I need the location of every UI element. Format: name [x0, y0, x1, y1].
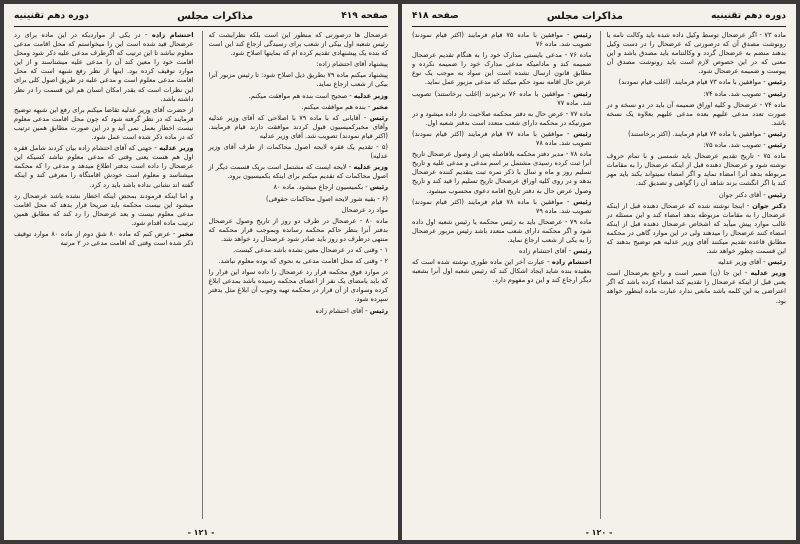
- paragraph: رئیس - آقای دکتر جوان: [718, 190, 786, 199]
- paragraph: احتشام زاده - عبارت آخر این ماده طوری نوشته شده است که بعقیده بنده شاید ایجاد اشکال کند که رئیس شعبه اول آنرا بشعبه دیگر ارجاع کند و این دو مفهوم دارد.: [412, 258, 592, 285]
- paragraph: [209, 195, 389, 204]
- paragraph-text: موافقین با ماده ۷۷ قیام فرمایند (اکثر قیام نمودند) تصویب شد. ماده ۷۸: [412, 129, 592, 148]
- paragraph-text: آقای دکتر جوان: [718, 190, 762, 199]
- paragraph: وزیر عدلیه - لایحه ایست که مشتمل است بریک قسمت دیگر از اصول محاکمات که تقدیم میکنم برای اینکه بکمیسیون برود.: [208, 163, 388, 181]
- paragraph-text: در موارد فوق محکمه قرار رد عرضحال را داده سواد این قرار را که باید بامضای یک نفر از اعضای محکمه رسیده باشد بمدعی ابلاغ کرده وسوادی از آن قرار در محکمه تهیه وجوب آن ابلاغ مثل بدفتر سپرده شود.: [208, 268, 388, 304]
- speaker-name: وزیر عدلیه: [353, 91, 388, 100]
- right-page-columns: [412, 31, 786, 519]
- left-page: [4, 4, 398, 540]
- paragraph: [209, 246, 389, 255]
- speaker-name: رئیس: [573, 129, 592, 138]
- paragraph-text: بکمیسیون ارجاع میشود. ماده ۸۰: [273, 183, 364, 192]
- paragraph: [209, 71, 389, 89]
- paragraph-text: ماده ۷۹ - عرضحال باید به رئیس محکمه یا رئیس شعبه اول داده شود و اگر محکمه دارای شعب متعدد باشد رئیس مزبور عرضحال را به یکی از شعب ارجاع نماید.: [412, 217, 592, 244]
- left-page-column-right: [202, 31, 389, 519]
- paragraph: [412, 218, 592, 245]
- paragraph-text: موافقین با ماده ۷۴ قیام فرمایند. (اکثر برخاستند): [628, 129, 762, 138]
- speaker-name: وزیر عدلیه: [750, 269, 786, 278]
- paragraph-text: ماده ۷۳ - اگر عرضحال توسط وکیل داده شده باید وکالت نامه یا رونوشت مصدق آن که درصورتی که عرضحال را در دست وکیل بدهند منضم به عرضحال گردد و وکالتنامه باید مصدق باشد و این معنی که در این خصوص لازم است باید رونوشت مصدق آن پیوست و ضمیمه عرضحال شود.: [606, 31, 786, 76]
- right-session-label: دوره دهم تقنینیه: [711, 11, 786, 21]
- paragraph: احتشام زاده - در یکی از مواردیکه در این ماده برای رد عرضحال قید شده است این را میخواستم که محل اقامت مدعی معلوم نباشد تا این ترتیب که اگرطرف مدعی علیه ذکر شود ومحل اقامت خود را معین کند آن را مدعی علیه میشناسند و از این موارد توقیف کرده بود. اینها از نظر رفع شبهه است که محل اقامت مدعی معلوم است و مدعی علیه در طریق اصول کلی برای این نظرات است که بقدر امکان انسان هم این قسمت را در نظر داشته باشد.: [14, 31, 194, 103]
- speaker-name: رئیس: [767, 89, 786, 98]
- paragraph: رئیس - بکمیسیون ارجاع میشود. ماده ۸۰: [273, 183, 388, 192]
- speaker-name: احتشام زاده: [551, 258, 592, 267]
- speaker-name: رئیس: [767, 258, 786, 267]
- paragraph-text: بنده هم موافقت میکنم.: [301, 102, 366, 111]
- speaker-name: مخبر: [372, 102, 388, 111]
- paragraph-text: موافقین با ماده ۷۸ قیام فرمایند (اکثر قیام نمودند) تصویب شد. ماده ۷۹: [412, 197, 592, 215]
- paragraph-text: آقای احتشام زاده: [519, 247, 567, 256]
- paragraph-text: موافقین با ماده ۷۳ قیام فرمایند. (اغلب قیام نمودند): [618, 78, 762, 87]
- paragraph: [412, 110, 592, 128]
- paragraph-text: تصویب شد. ماده ۷۵:: [703, 141, 762, 150]
- right-page-column-left: [412, 31, 592, 519]
- paragraph-text: عرض کنم که ماده ۸۰ شق دوم از ماده ۸۰ موارد توقیف ذکر شده است وقتی که اقامت مدعی در ۲ مرتبه: [14, 229, 194, 248]
- paragraph-text: ۲ - وقتی که محل اقامت مدعی به نحوی که بوده معلوم نباشد.: [218, 257, 388, 266]
- paragraph-text: موافقین با ماده ۷۵ قیام فرمایند (اکثر قیام نمودند) تصویب شد. ماده ۷۶: [412, 31, 592, 49]
- paragraph-text: جهتی که آقای احتشام زاده بیان کردند شامل فقره اول هم هست یعنی وقتی که مدعی معلوم نباشد کسیکه این عرضحال را داده است بدفتر اطلاع میدهد و مدعی را که محکمه میشناسد و معلوم است خودش اقامتگاه را معرفی کند و اینکه گفته اند نشانی نداده باشد باید رد کرد.: [14, 144, 194, 189]
- right-page-footer: - ۱۲۰ -: [585, 528, 613, 537]
- paragraph: [412, 51, 592, 87]
- left-page-header: [14, 8, 388, 27]
- paragraph: مخبر - عرض کنم که ماده ۸۰ شق دوم از ماده ۸۰ موارد توقیف ذکر شده است وقتی که اقامت مدعی در ۲ مرتبه: [14, 229, 194, 248]
- paragraph: [607, 152, 787, 188]
- paragraph-text: این جا (ن) ضمیر است و راجع بعرضحال است یعنی قبل از اینکه عرضحال را تقدیم کند امضاء کرده باشد که اگر اعتراضی به این کلمه باشد مانعی ندارد عبارت ماده اینطور خواهد بود.: [606, 269, 786, 305]
- paragraph-text: پیشنهاد میکنم ماده ۷۹ بطریق ذیل اصلاح شود: تا رئیس مزبور آنرا بیکی از شعب ارجاع نماید.: [208, 71, 388, 89]
- paragraph-text: عبارت آخر این ماده طوری نوشته شده است که بعقیده بنده شاید ایجاد اشکال کند که رئیس شعبه اول آنرا بشعبه دیگر ارجاع کند و این دو مفهوم دارد.: [412, 258, 592, 285]
- right-page-label: صفحه ۴۱۸: [412, 11, 459, 21]
- paragraph: وزیر عدلیه - صحیح است بنده هم موافقت میکنم.: [248, 91, 388, 100]
- right-journal-title: مذاکرات مجلس: [546, 10, 623, 22]
- paragraph-text: پیشنهاد آقای احتشام زاده:: [316, 60, 388, 69]
- left-page-footer: - ۱۲۱ -: [187, 528, 215, 537]
- paragraph: رئیس - موافقین با ماده ۷۷ قیام فرمایند (اکثر قیام نمودند) تصویب شد. ماده ۷۸: [412, 129, 592, 148]
- paragraph: رئیس - موافقین با ماده ۷۴ قیام فرمایند. (اکثر برخاستند): [628, 129, 786, 138]
- speaker-name: رئیس: [573, 197, 592, 206]
- paragraph: [412, 150, 592, 195]
- paragraph-text: آقایانی که با ماده ۷۹ با اصلاحی که آقای وزیر عدلیه وآقای مخبرکمیسیون قبول کردند موافقت دارند قیام فرمایند. (اکثر قیام نمودند) تصویب شد. آقای وزیر عدلیه: [208, 113, 388, 140]
- left-page-label: صفحه ۴۱۹: [341, 11, 388, 21]
- speaker-name: رئیس: [369, 306, 388, 315]
- paragraph-text: (۵ - تقدیم یک فقره لایحه اصول محاکمات از طرف آقای وزیر عدلیه): [208, 143, 388, 161]
- paragraph: [209, 217, 389, 244]
- paragraph-text: از حضرت آقای وزیر عدلیه تقاضا میکنم برای رفع این شبهه توضیح فرمایند که در نظر گرفته شود که چون محل اقامت مدعی معلوم نیست اخطار بعمل نمی آید و در این صورت مطابق همین ترتیب که در ماده ذکر شده است عمل شود.: [14, 105, 194, 142]
- right-page-header: [412, 8, 786, 27]
- paragraph: [209, 257, 389, 266]
- speaker-name: رئیس: [767, 78, 786, 87]
- speaker-name: رئیس: [573, 31, 592, 39]
- paragraph: [209, 60, 389, 69]
- speaker-name: وزیر عدلیه: [159, 144, 194, 153]
- paragraph-text: ۱ - وقتی که در عرضحال معین نشده باشد مدعی کیست.: [233, 245, 388, 254]
- speaker-name: رئیس: [573, 247, 592, 256]
- paragraph-text: ماده ۷۴ - عرضحال و کلیه اوراق ضمیمه آن باید در دو نسخه و در صورت تعدد مدعی علیهم بعده مدعی علیهم بعلاوه یک نسخه باشد.: [606, 100, 786, 127]
- paragraph-text: و اما اینکه فرمودند بمحض اینکه اخطار نشده باشد عرضحال رد میشود این نیست محکمه باید صریحا قرار بدهد که محل اقامت مدعی معلوم نیست و بعد عرضحال را رد کند که مطابق همین ترتیب ماده اقدام شود.: [14, 191, 194, 227]
- paragraph: [209, 31, 389, 58]
- speaker-name: رئیس: [369, 113, 388, 122]
- paragraph: [607, 31, 787, 76]
- paragraph-text: ماده ۷۶ - مدعی بایستی مدارک خود را به هنگام تقدیم عرضحال ضمیمه کند و مادامیکه مدعی مدارک خود را ضمیمه نکرده و مطابق قانون ارسال نشده است این سواد به موجب یک نوع عرض حال اقامه نمود حکم میکند که مدعی مزبور عمل نماید.: [412, 51, 592, 87]
- paragraph-text: ماده ۸۰ - عرضحال در طرف دو روز از تاریخ وصول عرضحال بدفتر آنرا بنظر حاکم محکمه رسانده وبموجب قرار محکمه که منتهی درظرف دو روز باید صادر شود عرضحال رد خواهد شد.: [208, 216, 388, 243]
- paragraph: رئیس - تصویب شد. ماده ۷۵:: [703, 141, 786, 150]
- paragraph: [209, 206, 389, 215]
- paragraph: [607, 101, 787, 128]
- paragraph: رئیس - موافقین با ماده ۷۵ قیام فرمایند (اکثر قیام نمودند) تصویب شد. ماده ۷۶: [412, 31, 592, 49]
- paragraph-text: ماده ۷۷ - عرض حال به دفتر محکمه صلاحیت دار داده میشود و در صورتیکه در محکمه دارای شعب متعدد است بدفتر شعبه اول.: [412, 109, 592, 127]
- paragraph-text: تصویب شد. ماده ۷۴:: [703, 89, 762, 98]
- right-page-column-right: [600, 31, 787, 519]
- left-session-label: دوره دهم تقنینیه: [14, 11, 89, 21]
- speaker-name: دکتر جوان: [752, 201, 786, 210]
- left-page-column-left: [14, 31, 194, 519]
- paragraph-text: ماده ۷۵ - تاریخ تقدیم عرضحال باید شمسی و با تمام حروف نوشته شود و عرضحال دهنده قبل از اینکه عرضحال را به مقامات مربوطه بدهد آنرا امضاء نماید و اگر امضاء نمیتواند بکند باید مهر کند یا اگر انگشت بزند شاهد آن را گواهی و تصدیق کند.: [606, 152, 786, 188]
- speaker-name: رئیس: [369, 183, 388, 192]
- paragraph: وزیر عدلیه - جهتی که آقای احتشام زاده بیان کردند شامل فقره اول هم هست یعنی وقتی که مدعی معلوم نباشد کسیکه این عرضحال را داده است بدفتر اطلاع میدهد و مدعی را که محکمه میشناسد و معلوم است خودش اقامتگاه را معرفی کند و اینکه گفته اند نشانی نداده باشد باید رد کرد.: [14, 144, 194, 189]
- paragraph: [209, 143, 389, 161]
- paragraph: مخبر - بنده هم موافقت میکنم.: [301, 102, 388, 111]
- speaker-name: وزیر عدلیه: [353, 163, 388, 172]
- speaker-name: رئیس: [573, 89, 592, 98]
- paragraph-text: ماده ۷۸ - مدیر دفتر محکمه بلافاصله پس از وصول عرضحال تاریخ آنرا ثبت کرده رسیدی مشتمل بر اسم مدعی و مدعی علیه و تاریخ تسلیم روز و ماه و سال با ذکر نمره ثبت بتقدیم کننده عرضحال بدهد و در روی کلیه اوراق عرضحال تاریخ تسلیم را قید کند و تاریخ وصول عرض حال به دفتر تاریخ اقامه دعوی محسوب میشود.: [412, 150, 592, 195]
- paragraph: رئیس - آقای احتشام زاده: [519, 247, 592, 256]
- paragraph-text: لایحه ایست که مشتمل است بریک قسمت دیگر از اصول محاکمات که تقدیم میکنم برای اینکه بکمیسیون برود.: [208, 163, 388, 181]
- paragraph: رئیس - آقایانی که با ماده ۷۹ با اصلاحی که آقای وزیر عدلیه وآقای مخبرکمیسیون قبول کردند موافقت دارند قیام فرمایند. (اکثر قیام نمودند) تصویب شد. آقای وزیر عدلیه: [208, 113, 388, 140]
- paragraph: رئیس - موافقین با ماده ۷۸ قیام فرمایند (اکثر قیام نمودند) تصویب شد. ماده ۷۹: [412, 197, 592, 215]
- speaker-name: رئیس: [767, 190, 786, 199]
- paragraph: رئیس - موافقین با ماده ۷۳ قیام فرمایند. (اغلب قیام نمودند): [618, 78, 786, 87]
- paragraph-text: آقای احتشام زاده: [315, 306, 364, 315]
- left-journal-title: مذاکرات مجلس: [177, 10, 254, 22]
- paragraph-text: مواد رد عرضحال: [341, 205, 388, 214]
- right-page: [402, 4, 796, 540]
- paragraph-text: عرضحال ها درصورتی که منظور این است بلکه نظرایشت که رئیس شعبه اول بیکی از شعب برای رسیدگی ارجاع کند این است که بنده یک پیشنهادی تقدیم کرده ام که بماینها اصلاح شود.: [208, 31, 388, 58]
- paragraph: رئیس - آقای وزیر عدلیه: [718, 258, 786, 267]
- paragraph: [209, 268, 389, 304]
- paragraph-text: در یکی از مواردیکه در این ماده برای رد عرضحال قید شده است این را میخواستم که محل اقامت مدعی معلوم نباشد تا این ترتیب که اگرطرف مدعی علیه ذکر شود ومحل اقامت خود را معین کند آن را مدعی علیه میشناسند و از این موارد توقیف کرده بود. اینها از نظر رفع شبهه است که محل اقامت مدعی معلوم است و مدعی علیه در طریق اصول کلی برای این نظرات است که بقدر امکان انسان هم این قسمت را در نظر داشته باشد.: [14, 31, 194, 103]
- paragraph-text: (۶ - بقیه شور لایحه اصول محاکمات حقوقی): [265, 194, 388, 203]
- paragraph-text: موافقین با ماده ۷۶ برخیزند (اغلب برخاستند) تصویب شد. ماده ۷۷: [412, 89, 592, 107]
- paragraph: [14, 106, 194, 142]
- paragraph: دکتر جوان - اینجا نوشته شده که عرضحال دهنده قبل از اینکه عرضحال را به مقامات مربوطه بدهد امضاء کند و این مسئله در غالب موارد پیش میآید که اشخاص عرضحال دهنده قبل از اینکه امضاء کنند عرضحال را میدهند ولی در این موارد گاهی در محکمه مطابق قاعده تقدیم میکنند آقای وزیر عدلیه هم توضیح بدهند که این قسمت چطور خواهد شد.: [606, 201, 786, 256]
- paragraph: رئیس - تصویب شد. ماده ۷۴:: [703, 89, 786, 98]
- paragraph-text: اینجا نوشته شده که عرضحال دهنده قبل از اینکه عرضحال را به مقامات مربوطه بدهد امضاء کند و این مسئله در غالب موارد پیش میآید که اشخاص عرضحال دهنده قبل از اینکه امضاء کنند عرضحال را میدهند ولی در این موارد گاهی در محکمه مطابق قاعده تقدیم میکنند آقای وزیر عدلیه هم توضیح بدهند که این قسمت چطور خواهد شد.: [606, 201, 786, 256]
- left-page-columns: [14, 31, 388, 519]
- speaker-name: رئیس: [767, 129, 786, 138]
- speaker-name: رئیس: [767, 141, 786, 150]
- speaker-name: مخبر: [177, 229, 194, 238]
- paragraph: رئیس - آقای احتشام زاده: [315, 306, 388, 315]
- speaker-name: احتشام زاده: [151, 31, 194, 39]
- paragraph: رئیس - موافقین با ماده ۷۶ برخیزند (اغلب برخاستند) تصویب شد. ماده ۷۷: [412, 89, 592, 107]
- paragraph: وزیر عدلیه - این جا (ن) ضمیر است و راجع بعرضحال است یعنی قبل از اینکه عرضحال را تقدیم کند امضاء کرده باشد که اگر اعتراضی به این کلمه باشد مانعی ندارد عبارت ماده اینطور خواهد بود.: [606, 269, 786, 305]
- paragraph: [14, 192, 194, 228]
- book-spread: [4, 4, 796, 540]
- paragraph-text: آقای وزیر عدلیه: [718, 258, 762, 267]
- paragraph-text: صحیح است بنده هم موافقت میکنم.: [248, 91, 348, 100]
